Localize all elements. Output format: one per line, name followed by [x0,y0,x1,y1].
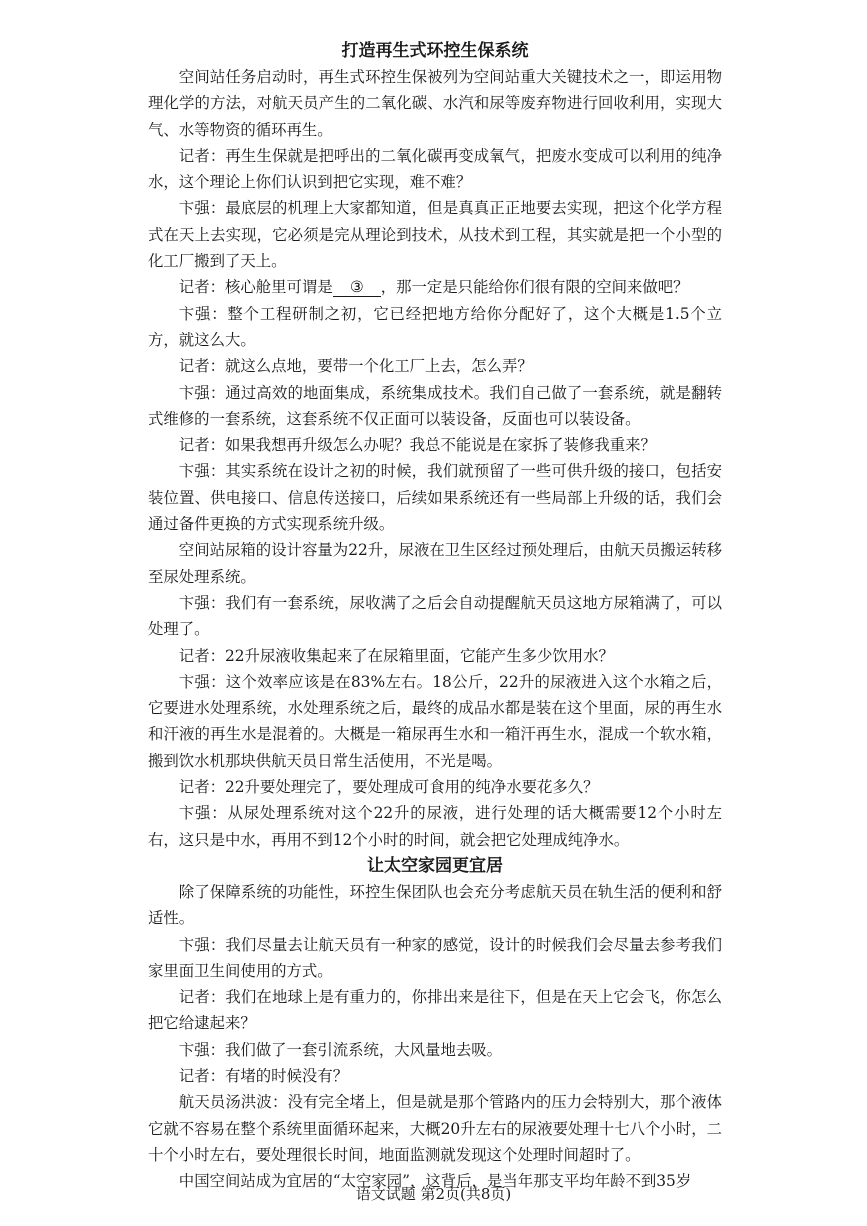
paragraph: 航天员汤洪波：没有完全堵上，但是就是那个管路内的压力会特别大，那个液体它就不容易在整个系统里面循环起来，大概20升左右的尿液要处理十七八个小时，二十个小时左右，要处理很长时间，地面监测就发现这个处理时间超时了。 [148,1093,722,1164]
paragraph: 卞强：通过高效的地面集成，系统集成技术。我们自己做了一套系统，就是翻转式维修的一套系统，这套系统不仅正面可以装设备，反面也可以装设备。 [148,383,722,428]
section-title: 打造再生式环控生保系统 [341,41,529,61]
paragraph: 记者：有堵的时候没有？ [178,1066,349,1085]
paragraph: 记者：22升要处理完了，要处理成可食用的纯净水要花多久？ [178,778,599,797]
page-footer: 语文试题 第2页(共8页) [355,1185,512,1203]
section-title: 让太空家园更宜居 [367,855,503,876]
paragraph: 卞强：从尿处理系统对这个22升的尿液，进行处理的话大概需要12个小时左右，这只是中水，再用不到12个小时的时间，就会把它处理成纯净水。 [148,804,722,849]
paragraph-text: 记者：核心舱里可谓是 [178,278,333,297]
paragraph: 卞强：我们有一套系统，尿收满了之后会自动提醒航天员这地方尿箱满了，可以处理了。 [148,593,722,639]
paragraph: 记者：如果我想再升级怎么办呢？我总不能说是在家拆了装修我重来？ [178,436,656,455]
paragraph: 卞强：这个效率应该是在83%左右。18公斤，22升的尿液进入这个水箱之后，它要进水处理系统，水处理系统之后，最终的成品水都是装在这个里面，尿的再生水和汗液的再生水是混着的。大概是一箱尿再生水和一箱汗再生水，混成一个软水箱，搬到饮水机那块供航天员日常生活使用，不光是喝。 [148,672,722,770]
paragraph: 记者：22升尿液收集起来了在尿箱里面，它能产生多少饮用水？ [178,646,614,665]
paragraph: 中国空间站成为宜居的“太空家园”，这背后，是当年那支平均年龄不到35岁 [178,1172,692,1191]
paragraph: 记者：我们在地球上是有重力的，你排出来是往下，但是在天上它会飞，你怎么把它给逮起来？ [148,988,722,1033]
paragraph: 卞强：整个工程研制之初，它已经把地方给你分配好了，这个大概是1.5个立方，就这么大。 [148,304,722,349]
paragraph: 卞强：其实系统在设计之初的时候，我们就预留了一些可供升级的接口，包括安装位置、供电接口、信息传送接口，后续如果系统还有一些局部上升级的话，我们会通过备件更换的方式实现系统升级。 [148,462,722,534]
fill-in-blank: ③ [333,278,381,297]
paragraph: 卞强：我们做了一套引流系统，大风量地去吸。 [178,1040,503,1059]
paragraph-text: ，那一定是只能给你们很有限的空间来做吧？ [380,278,689,297]
paragraph: 卞强：最底层的机理上大家都知道，但是真真正正地要去实现，把这个化学方程式在天上去实现，它必须是完从理论到技术，从技术到工程，其实就是把一个小型的化工厂搬到了天上。 [148,199,722,271]
paragraph: 记者：再生生保就是把呼出的二氧化碳再变成氧气，把废水变成可以利用的纯净水，这个理论上你们认识到把它实现，难不难？ [148,146,722,192]
paragraph: 记者：就这么点地，要带一个化工厂上去，怎么弄？ [178,357,533,376]
paragraph-with-blank [148,274,722,300]
paragraph: 卞强：我们尽量去让航天员有一种家的感觉，设计的时候我们会尽量去参考我们家里面卫生间使用的方式。 [148,935,722,980]
paragraph: 空间站尿箱的设计容量为22升，尿液在卫生区经过预处理后，由航天员搬运转移至尿处理系统。 [148,541,722,586]
paragraph: 空间站任务启动时，再生式环控生保被列为空间站重大关键技术之一，即运用物理化学的方法，对航天员产生的二氧化碳、水汽和尿等废弃物进行回收利用，实现大气、水等物资的循环再生。 [148,68,722,139]
paragraph: 除了保障系统的功能性，环控生保团队也会充分考虑航天员在轨生活的便利和舒适性。 [148,882,722,928]
